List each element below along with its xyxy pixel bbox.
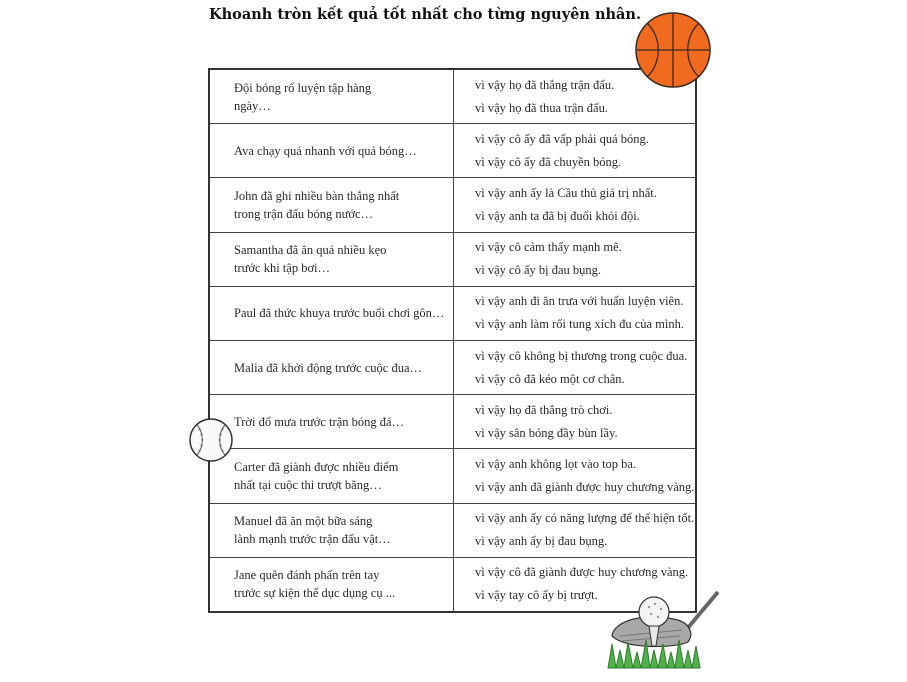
cause-text: Malia đã khởi động trước cuộc đua… (234, 360, 423, 375)
cause-text: lành mạnh trước trận đấu vật… (234, 532, 391, 547)
result-option[interactable]: vì vậy anh đã giành được huy chương vàng. (475, 480, 695, 495)
result-options (454, 395, 695, 448)
result-option[interactable]: vì vậy cô ấy bị đau bụng. (475, 263, 602, 278)
result-option[interactable]: vì vậy họ đã thua trận đấu. (475, 100, 608, 115)
result-options (454, 178, 695, 231)
result-option[interactable]: vì vậy anh làm rối tung xích đu của mình. (475, 317, 684, 332)
cause-cell (210, 178, 454, 231)
cause-text: Đội bóng rổ luyện tập hàng (234, 80, 372, 95)
cause-text: Samantha đã ăn quá nhiều kẹo (234, 243, 387, 258)
cause-cell (210, 287, 454, 340)
result-option[interactable]: vì vậy cô không bị thương trong cuộc đua. (475, 348, 688, 363)
cause-cell (210, 124, 454, 177)
cause-text: Jane quên đánh phấn trên tay (234, 568, 380, 583)
result-option[interactable]: vì vậy họ đã thắng trò chơi. (475, 402, 613, 417)
result-option[interactable]: vì vậy cô cảm thấy mạnh mẽ. (475, 240, 622, 255)
cause-effect-table (208, 68, 697, 613)
page-title: Khoanh tròn kết quả tốt nhất cho từng nguyên nhân. (209, 6, 642, 23)
golf-club-ball-icon (606, 590, 724, 670)
result-options (454, 233, 695, 286)
cause-text: Ava chạy quá nhanh với quả bóng… (234, 143, 417, 158)
cause-text: Trời đổ mưa trước trận bóng đá… (234, 414, 405, 429)
cause-cell (210, 504, 454, 557)
cause-text: Paul đã thức khuya trước buổi chơi gôn… (234, 306, 445, 321)
cause-text: ngày… (234, 98, 271, 113)
cause-text: trong trận đấu bóng nước… (234, 207, 374, 221)
column-divider (453, 70, 454, 611)
cause-cell (210, 558, 454, 611)
basketball-icon (634, 11, 712, 89)
result-options (454, 287, 695, 340)
baseball-icon (188, 417, 234, 463)
cause-cell (210, 233, 454, 286)
result-option[interactable]: vì vậy cô đã giành được huy chương vàng. (475, 565, 689, 580)
cause-text: trước khi tập bơi… (234, 261, 331, 276)
result-option[interactable]: vì vậy cô ấy đã vấp phải quả bóng. (475, 131, 649, 146)
cause-cell (210, 70, 454, 123)
result-option[interactable]: vì vậy sân bóng đầy bùn lầy. (475, 425, 618, 440)
cause-cell (210, 449, 454, 502)
cause-text: nhất tại cuộc thi trượt băng… (234, 478, 382, 493)
result-option[interactable]: vì vậy anh ấy có năng lượng để thể hiện tốt. (475, 511, 695, 526)
result-option[interactable]: vì vậy cô đã kéo một cơ chân. (475, 371, 625, 386)
result-option[interactable]: vì vậy anh ta đã bị đuổi khỏi đội. (475, 209, 640, 223)
cause-text: Manuel đã ăn một bữa sáng (234, 514, 373, 529)
result-options (454, 504, 695, 557)
cause-text: trước sự kiện thể dục dụng cụ ... (234, 586, 396, 601)
result-option[interactable]: vì vậy tay cô ấy bị trượt. (475, 588, 598, 603)
result-options (454, 124, 695, 177)
cause-text: John đã ghi nhiều bàn thắng nhất (234, 189, 400, 203)
cause-text: Carter đã giành được nhiều điểm (234, 460, 399, 475)
cause-cell (210, 395, 454, 448)
result-option[interactable]: vì vậy họ đã thắng trận đấu. (475, 77, 615, 92)
result-option[interactable]: vì vậy anh ấy bị đau bụng. (475, 534, 608, 549)
result-option[interactable]: vì vậy cô ấy đã chuyền bóng. (475, 154, 622, 169)
result-option[interactable]: vì vậy anh không lọt vào top ba. (475, 457, 637, 472)
result-option[interactable]: vì vậy anh ấy là Cầu thủ giá trị nhất. (475, 186, 657, 200)
result-options (454, 341, 695, 394)
result-option[interactable]: vì vậy anh đi ăn trưa với huấn luyện viên. (475, 294, 684, 309)
result-options (454, 449, 695, 502)
cause-cell (210, 341, 454, 394)
